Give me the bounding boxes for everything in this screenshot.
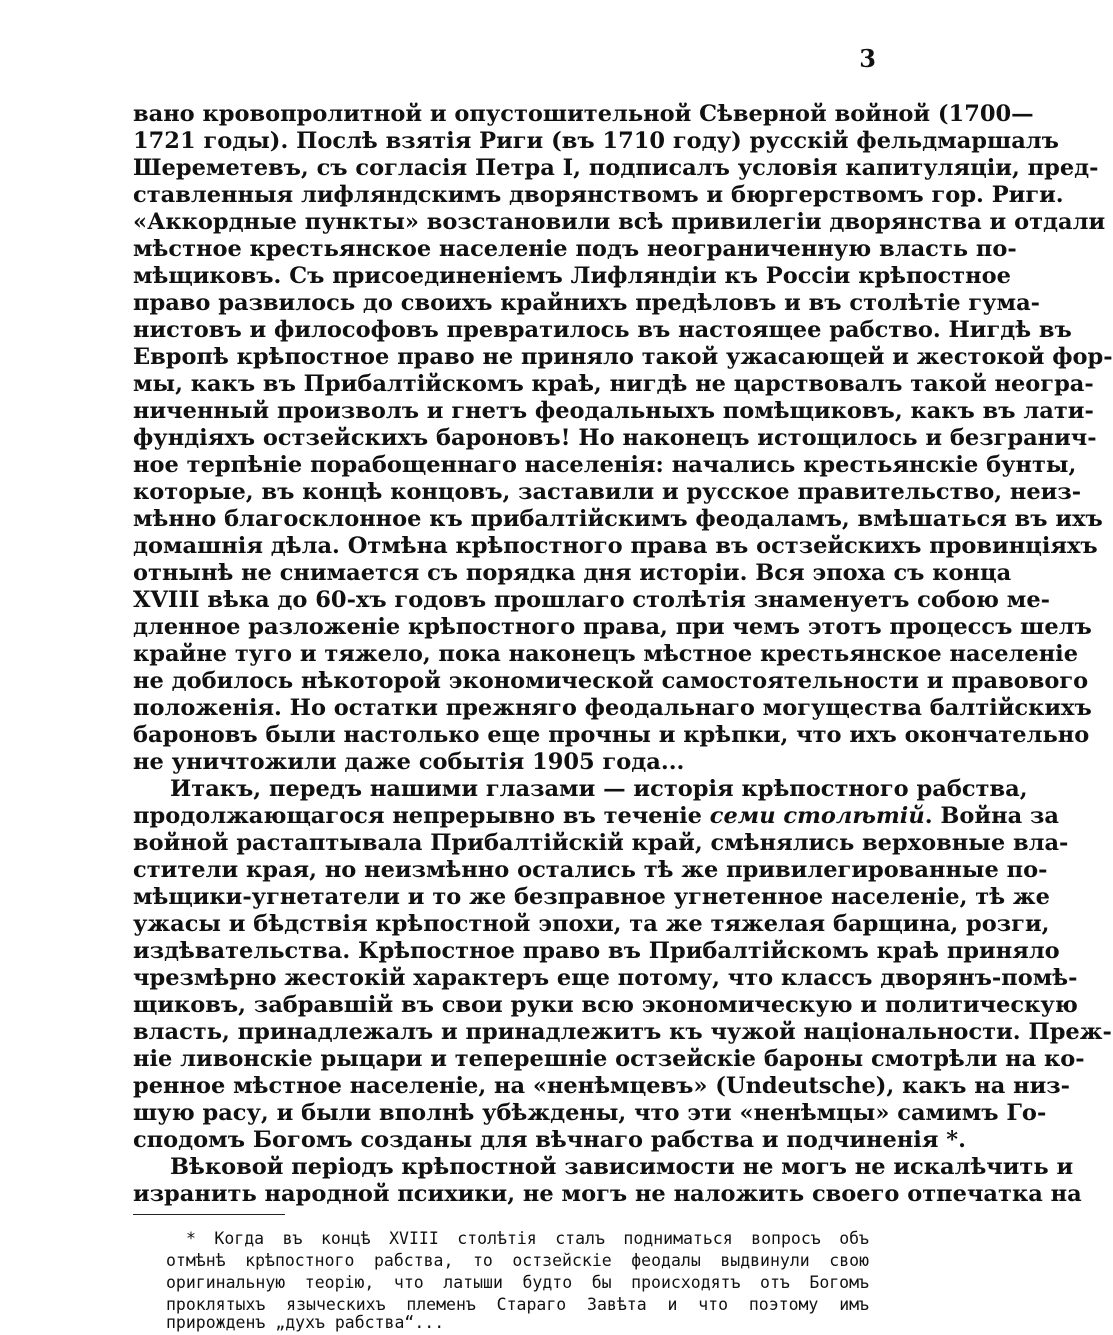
text-line [133, 801, 1059, 831]
text-line: шую расу, и были вполнѣ убѣждены, что эти «ненѣмцы» самимъ Го- [133, 1100, 1047, 1126]
text-line: мы, какъ въ Прибалтійскомъ краѣ, нигдѣ не царствовалъ такой неогра- [133, 371, 1094, 397]
footnote-divider [133, 1214, 285, 1215]
text-line: отнынѣ не снимается съ порядка дня исторіи. Вся эпоха съ конца [133, 560, 1012, 586]
text-line: ниченный произволъ и гнетъ феодальныхъ помѣщиковъ, какъ въ лати- [133, 398, 1094, 424]
text-line: ное терпѣніе порабощеннаго населенія: начались крестьянскіе бунты, [133, 452, 1077, 478]
text-line: ніе ливонскіе рыцари и теперешніе остзейскіе бароны смотрѣли на ко- [133, 1046, 1085, 1072]
footnote-line: оригинальную теорію, что латыши будто бы происходятъ отъ Богомъ [166, 1273, 869, 1292]
text-line: фундіяхъ остзейскихъ бароновъ! Но наконецъ истощилось и безгранич- [133, 425, 1097, 451]
text-line: крайне туго и тяжело, пока наконецъ мѣстное крестьянское населеніе [133, 641, 1079, 667]
text-line: издѣвательства. Крѣпостное право въ Прибалтійскомъ краѣ приняло [133, 938, 1060, 964]
footnote-line: прирожденъ „духъ рабства“... [166, 1313, 445, 1332]
text-line: стители края, но неизмѣнно остались тѣ же привилегированные по- [133, 857, 1048, 883]
text-line: положенія. Но остатки прежняго феодальнаго могущества балтійскихъ [133, 695, 1092, 721]
text-line: ренное мѣстное населеніе, на «ненѣмцевъ» (Undeutsche), какъ на низ- [133, 1073, 1070, 1099]
text-line: нистовъ и философовъ превратилось въ настоящее рабство. Нигдѣ въ [133, 317, 1072, 343]
text-line: 1721 годы). Послѣ взятія Риги (въ 1710 году) русскій фельдмаршалъ [133, 128, 1059, 154]
text-line: ставленныя лифляндскимъ дворянствомъ и бюргерствомъ гор. Риги. [133, 182, 1064, 208]
text-line: Итакъ, передъ нашими глазами — исторія крѣпостного рабства, [170, 776, 1028, 802]
text-line: щиковъ, забравшій въ свои руки всю экономическую и политическую [133, 992, 1078, 1018]
text-line: Шереметевъ, съ согласія Петра I, подписалъ условія капитуляціи, пред- [133, 155, 1099, 181]
text-line: не уничтожили даже событія 1905 года... [133, 749, 685, 775]
page-number: 3 [859, 44, 876, 73]
text-line: «Аккордные пункты» возстановили всѣ привилегіи дворянства и отдали [133, 209, 1106, 235]
text-line: сподомъ Богомъ созданы для вѣчнаго рабства и подчиненія *. [133, 1127, 966, 1153]
text-run: . Война за [924, 803, 1059, 829]
text-line: XVIII вѣка до 60-хъ годовъ прошлаго столѣтія знаменуетъ собою ме- [133, 587, 1051, 613]
text-line: войной растаптывала Прибалтійскій край, смѣнялись верховные вла- [133, 830, 1069, 856]
text-line: которые, въ концѣ концовъ, заставили и русское правительство, неиз- [133, 479, 1082, 505]
text-line: изранить народной психики, не могъ не наложить своего отпечатка на [133, 1181, 1082, 1207]
text-line: мѣщиковъ. Съ присоединеніемъ Лифляндіи къ Россіи крѣпостное [133, 263, 1011, 289]
text-line: мѣстное крестьянское населеніе подъ неограниченную власть по- [133, 236, 1017, 262]
text-line: бароновъ были настолько еще прочны и крѣпки, что ихъ окончательно [133, 722, 1090, 748]
text-line: домашнія дѣла. Отмѣна крѣпостного права въ остзейскихъ провинціяхъ [133, 533, 1098, 559]
footnote-line: проклятыхъ языческихъ племенъ Стараго Завѣта и что поэтому имъ [166, 1295, 869, 1314]
text-line: мѣнно благосклонное къ прибалтійскимъ феодаламъ, вмѣшаться въ ихъ [133, 506, 1103, 532]
text-line: не добилось нѣкоторой экономической самостоятельности и правового [133, 668, 1089, 694]
text-line: мѣщики-угнетатели и то же безправное угнетенное населеніе, тѣ же [133, 884, 1050, 910]
footnote-line: * Когда въ концѣ XVIII столѣтія сталъ подниматься вопросъ объ [186, 1229, 869, 1248]
text-line: дленное разложеніе крѣпостного права, при чемъ этотъ процессъ шелъ [133, 614, 1092, 640]
text-line: вано кровопролитной и опустошительной Сѣверной войной (1700— [133, 101, 1034, 127]
text-line: Вѣковой періодъ крѣпостной зависимости не могъ не искалѣчить и [170, 1154, 1074, 1180]
text-line: право развилось до своихъ крайнихъ предѣловъ и въ столѣтіе гума- [133, 290, 1041, 316]
text-line: ужасы и бѣдствія крѣпостной эпохи, та же тяжелая барщина, розги, [133, 911, 1050, 937]
text-line: чрезмѣрно жестокій характеръ еще потому, что классъ дворянъ-помѣ- [133, 965, 1078, 991]
emphasized-text: семи столѣтій [709, 803, 925, 829]
footnote-line: отмѣнѣ крѣпостного рабства, то остзейскіе феодалы выдвинули свою [166, 1251, 869, 1270]
text-run: продолжающагося непрерывно въ теченіе [133, 803, 702, 829]
text-line: власть, принадлежалъ и принадлежитъ къ чужой національности. Преж- [133, 1019, 1112, 1045]
text-line: Европѣ крѣпостное право не приняло такой ужасающей и жестокой фор- [133, 344, 1113, 370]
